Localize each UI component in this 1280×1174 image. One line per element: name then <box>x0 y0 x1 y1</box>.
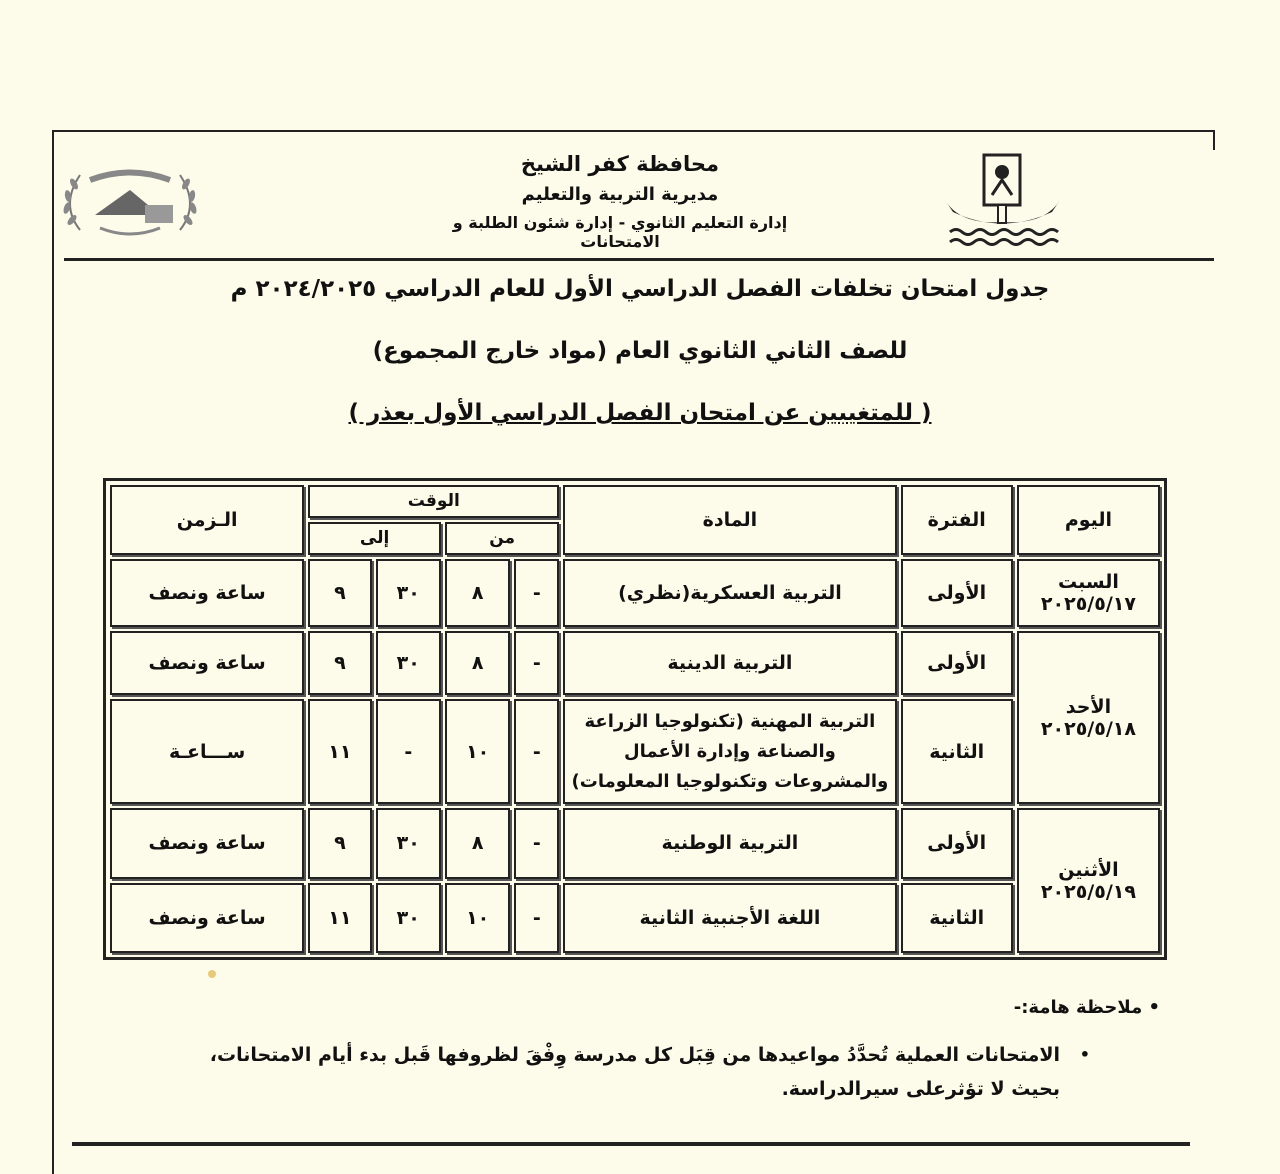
table-row <box>110 699 1160 805</box>
day-date: ٢٠٢٥/٥/١٧ <box>1040 593 1136 615</box>
table-row <box>110 883 1160 953</box>
governorate-name: محافظة كفر الشيخ <box>520 152 720 176</box>
from-dash-cell: - <box>514 883 559 953</box>
period-cell: الثانية <box>901 883 1013 953</box>
subject-line: والمشروعات وتكنولوجيا المعلومات) <box>571 770 889 792</box>
schedule-table-frame <box>103 478 1167 960</box>
header-period: الفترة <box>901 485 1013 555</box>
note-heading: • ملاحظة هامة:- <box>1013 997 1160 1018</box>
to-minute-cell: ٣٠ <box>376 883 441 953</box>
subject-cell: التربية الوطنية <box>563 808 896 878</box>
from-hour-cell: ١٠ <box>445 699 510 805</box>
schedule-subtitle: للصف الثاني الثانوي العام (مواد خارج المجموع) <box>372 338 908 364</box>
duration-cell: ساعة ونصف <box>110 559 304 627</box>
stain-mark <box>208 970 216 978</box>
to-hour-cell: ١١ <box>308 883 371 953</box>
day-name: الأثنين <box>1058 858 1119 881</box>
to-hour-cell: ١١ <box>308 699 371 805</box>
header-day: اليوم <box>1017 485 1160 555</box>
day-date: ٢٠٢٥/٥/١٨ <box>1040 717 1136 740</box>
schedule-table <box>106 481 1164 957</box>
subject-cell <box>563 699 896 805</box>
note-bullet: • <box>1079 1045 1090 1064</box>
subject-cell: اللغة الأجنبية الثانية <box>563 883 896 953</box>
seal-icon <box>50 160 210 250</box>
day-cell <box>1017 631 1160 804</box>
duration-cell: ســـاعـة <box>110 699 304 805</box>
header-block <box>420 152 820 251</box>
to-minute-cell: ٣٠ <box>376 631 441 695</box>
to-hour-cell: ٩ <box>308 631 371 695</box>
note-line-1: الامتحانات العملية تُحدَّدُ مواعيدها من قِبَل كل مدرسة وِفْقَ لظروفها قَبل بدء أيام الامتحانات، <box>209 1044 1060 1066</box>
from-dash-cell: - <box>514 559 559 627</box>
from-hour-cell: ١٠ <box>445 883 510 953</box>
from-dash-cell: - <box>514 808 559 878</box>
period-cell: الثانية <box>901 699 1013 805</box>
from-hour-cell: ٨ <box>445 559 510 627</box>
schedule-title: جدول امتحان تخلفات الفصل الدراسي الأول للعام الدراسي ٢٠٢٤/٢٠٢٥ م <box>230 276 1050 302</box>
governorate-emblem-icon <box>940 150 1065 250</box>
day-cell <box>1017 559 1160 627</box>
frame-top-line <box>52 130 1215 132</box>
period-cell: الأولى <box>901 808 1013 878</box>
to-minute-cell: ٣٠ <box>376 808 441 878</box>
frame-right-line <box>1213 130 1215 150</box>
day-date: ٢٠٢٥/٥/١٩ <box>1040 880 1136 903</box>
subject-line: والصناعة وإدارة الأعمال <box>624 740 836 762</box>
day-cell <box>1017 808 1160 953</box>
header-from: من <box>445 522 559 555</box>
note-body <box>100 1038 1090 1106</box>
frame-left-line <box>52 130 54 1174</box>
day-name: الأحد <box>1065 695 1112 718</box>
from-hour-cell: ٨ <box>445 808 510 878</box>
period-cell: الأولى <box>901 631 1013 695</box>
to-minute-cell: - <box>376 699 441 805</box>
subject-cell: التربية العسكرية(نظري) <box>563 559 896 627</box>
header-duration: الـزمن <box>110 485 304 555</box>
to-minute-cell: ٣٠ <box>376 559 441 627</box>
to-hour-cell: ٩ <box>308 559 371 627</box>
duration-cell: ساعة ونصف <box>110 808 304 878</box>
header-divider <box>64 258 1214 261</box>
header-to: إلى <box>308 522 441 555</box>
duration-cell: ساعة ونصف <box>110 631 304 695</box>
footer-divider <box>72 1142 1190 1146</box>
subject-cell: التربية الدينية <box>563 631 896 695</box>
directorate-name: مديرية التربية والتعليم <box>521 184 719 205</box>
subject-line: التربية المهنية (تكنولوجيا الزراعة <box>584 710 876 732</box>
schedule-note-title <box>200 400 1080 426</box>
note-line-2: بحيث لا تؤثرعلى سيرالدراسة. <box>781 1078 1060 1100</box>
duration-cell: ساعة ونصف <box>110 883 304 953</box>
from-hour-cell: ٨ <box>445 631 510 695</box>
schedule-note-title-text: ( للمتغيبين عن امتحان الفصل الدراسي الأول بعذر ) <box>348 400 932 426</box>
table-row <box>110 559 1160 627</box>
from-dash-cell: - <box>514 631 559 695</box>
department-name: إدارة التعليم الثانوي - إدارة شئون الطلبة و الامتحانات <box>452 213 788 251</box>
table-row <box>110 631 1160 695</box>
header-subject: المادة <box>563 485 896 555</box>
day-name: السبت <box>1058 571 1119 593</box>
to-hour-cell: ٩ <box>308 808 371 878</box>
period-cell: الأولى <box>901 559 1013 627</box>
from-dash-cell: - <box>514 699 559 805</box>
table-row <box>110 808 1160 878</box>
header-time: الوقت <box>308 485 559 518</box>
